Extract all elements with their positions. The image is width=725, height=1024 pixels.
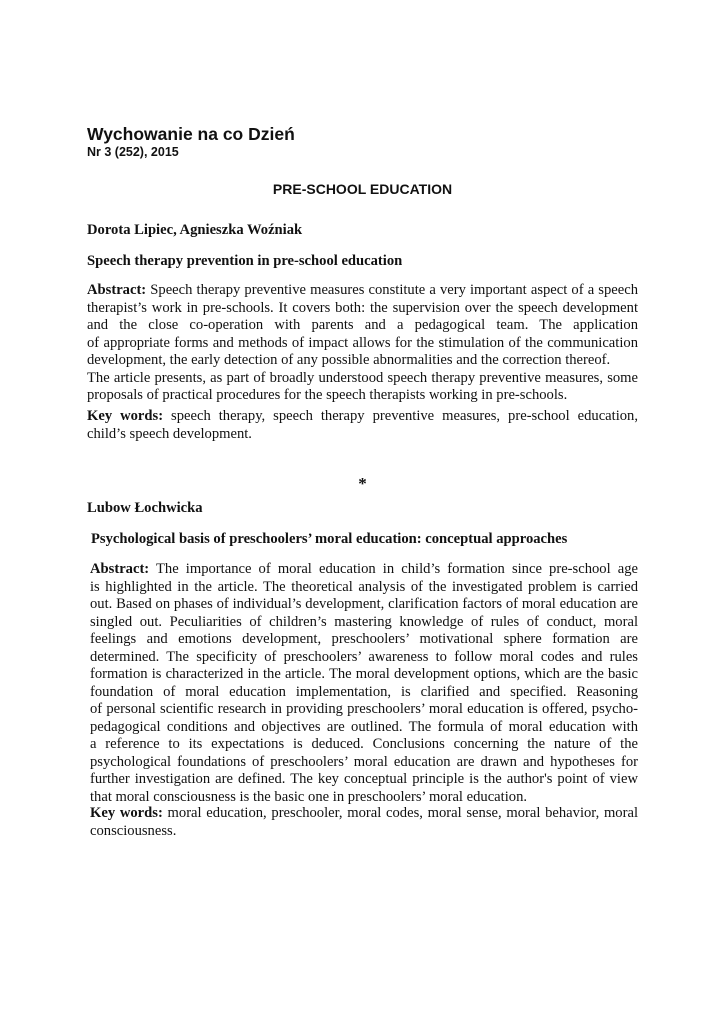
keywords-label: Key words: <box>90 805 163 821</box>
journal-issue: Nr 3 (252), 2015 <box>87 145 179 159</box>
article-2-abstract: Abstract: The importance of moral education in child’s formation since pre-school age is highlighted in the article. The theoretical analysis of the investigated problem is carried out. Based on phases of individual’s development, clarification factors of moral education are singled out. Peculiarities of children’s mastering knowledge of rules of conduct, moral feelings and emotions development, preschoolers’ motivational sphere formation are determined. The specificity of preschoolers’ awareness to follow moral codes and rules formation is characterized in the article. The moral development options, which are the basic foundation of moral education implementation, is clarified and specified. Reasoning of personal scientific research in providing preschoolers’ moral education is offered, psycho- pedagogical conditions and objectives are outlined. The formula of moral education with a reference to its expectations is deduced. Conclusions concerning the nature of the psychological foundations of preschoolers’ moral education are drawn and hypotheses for further investigation are defined. The key conceptual principle is the author's point of view that moral consciousness is the basic one in preschoolers’ moral education. <box>90 561 638 805</box>
article-2-title: Psychological basis of preschoolers’ moral education: conceptual approaches <box>91 531 568 547</box>
article-1-authors: Dorota Lipiec, Agnieszka Woźniak <box>87 222 303 238</box>
keywords-label: Key words: <box>87 408 164 424</box>
journal-title: Wychowanie na co Dzień <box>87 124 295 144</box>
abstract-label: Abstract: <box>90 561 150 577</box>
section-separator: * <box>358 474 367 493</box>
article-1-keywords: Key words: speech therapy, speech therapy preventive measures, pre-school education, child’s speech development. <box>87 408 639 442</box>
abstract-label: Abstract: <box>87 282 147 298</box>
article-1-title: Speech therapy prevention in pre-school education <box>87 253 403 269</box>
article-1-abstract: Abstract: Speech therapy preventive measures constitute a very important aspect of a speech therapist’s work in pre-schools. It covers both: the supervision over the speech development and the close co-operation with parents and a pedagogical team. The application of appropriate forms and methods of impact allows for the stimulation of the communication development, the early detection of any possible abnormalities and the correction thereof. The article presents, as part of broadly understood speech therapy preventive measures, some proposals of practical procedures for the speech therapists working in pre-schools. <box>87 282 638 403</box>
article-2-authors: Lubow Łochwicka <box>87 500 203 516</box>
section-heading: PRE-SCHOOL EDUCATION <box>272 181 453 197</box>
article-2-keywords: Key words: moral education, preschooler, moral codes, moral sense, moral behavior, moral consciousness. <box>90 805 638 839</box>
